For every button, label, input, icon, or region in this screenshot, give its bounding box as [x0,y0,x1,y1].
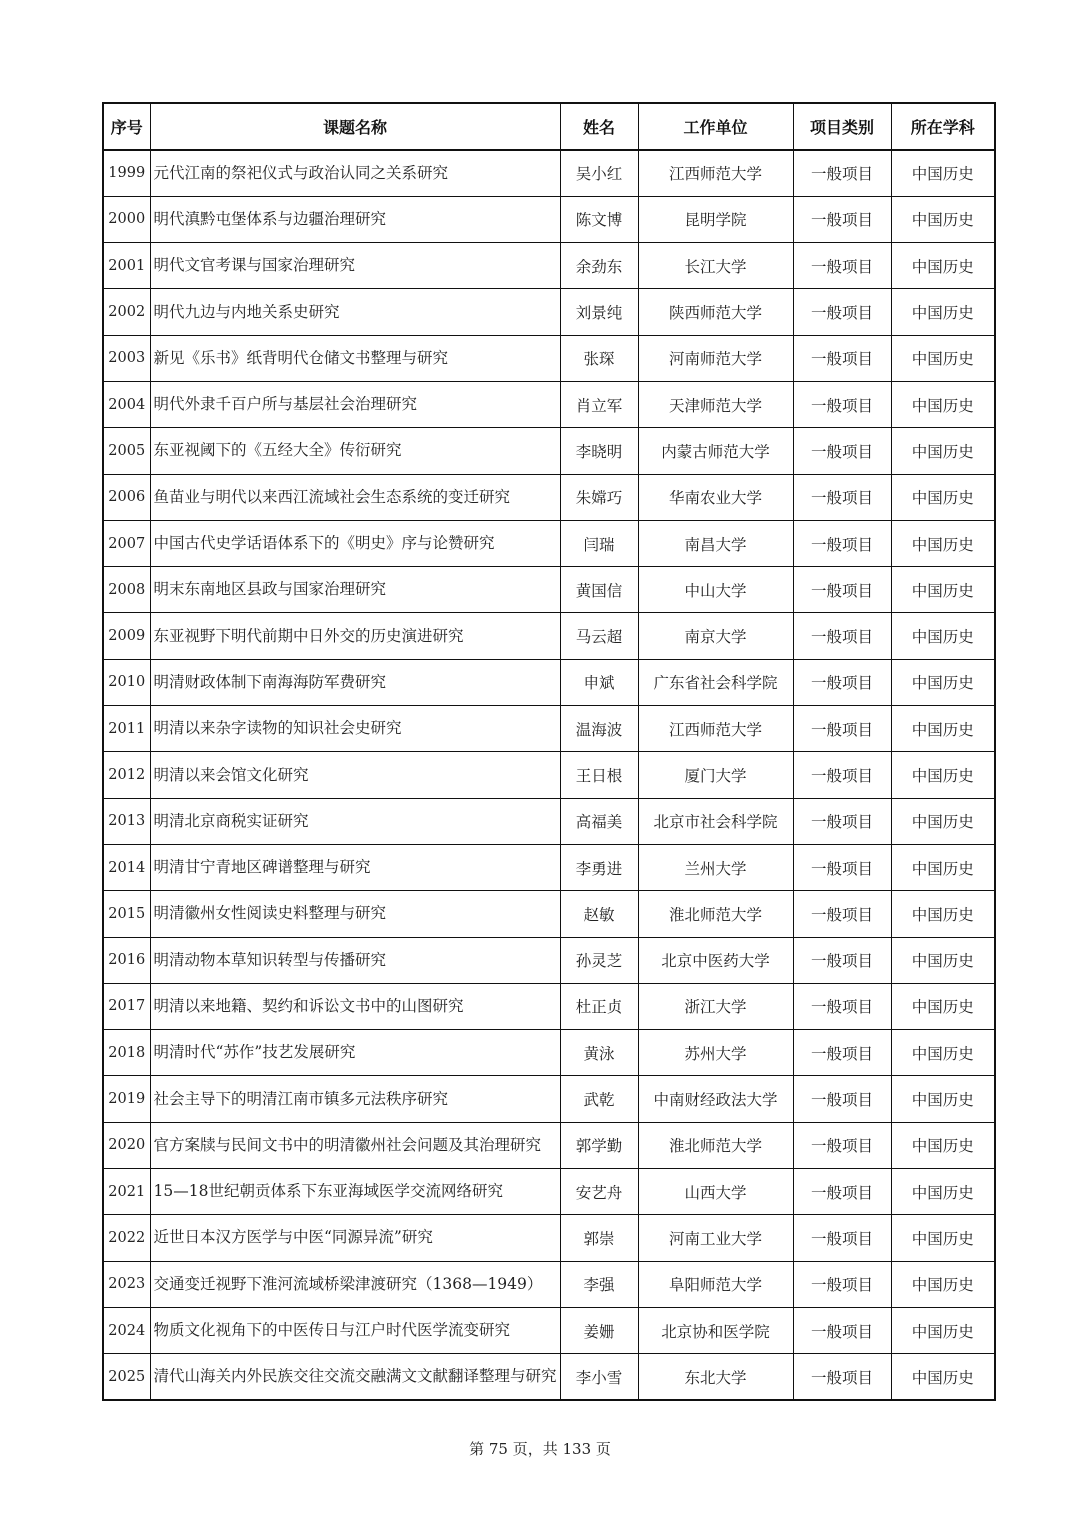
cell-index: 2008 [103,567,150,613]
cell-category: 一般项目 [793,520,891,566]
cell-discipline: 中国历史 [891,150,995,196]
cell-discipline: 中国历史 [891,706,995,752]
cell-title: 明代九边与内地关系史研究 [150,289,560,335]
cell-name: 吴小红 [560,150,638,196]
cell-institution: 河南工业大学 [638,1215,793,1261]
cell-category: 一般项目 [793,1169,891,1215]
cell-discipline: 中国历史 [891,983,995,1029]
cell-title: 明清北京商税实证研究 [150,798,560,844]
cell-index: 2016 [103,937,150,983]
cell-discipline: 中国历史 [891,613,995,659]
cell-name: 黄泳 [560,1030,638,1076]
cell-name: 武乾 [560,1076,638,1122]
cell-name: 高福美 [560,798,638,844]
cell-discipline: 中国历史 [891,1261,995,1307]
table-row [103,474,995,520]
cell-category: 一般项目 [793,474,891,520]
cell-name: 申斌 [560,659,638,705]
cell-discipline: 中国历史 [891,1076,995,1122]
cell-institution: 陕西师范大学 [638,289,793,335]
cell-discipline: 中国历史 [891,1307,995,1353]
table-row [103,196,995,242]
table-row [103,567,995,613]
cell-name: 李强 [560,1261,638,1307]
cell-name: 肖立军 [560,381,638,427]
cell-name: 张琛 [560,335,638,381]
cell-name: 温海波 [560,706,638,752]
cell-index: 1999 [103,150,150,196]
cell-title: 交通变迁视野下淮河流域桥梁津渡研究（1368—1949） [150,1261,560,1307]
cell-index: 2010 [103,659,150,705]
cell-name: 郭崇 [560,1215,638,1261]
cell-discipline: 中国历史 [891,567,995,613]
table-row [103,983,995,1029]
cell-title: 中国古代史学话语体系下的《明史》序与论赞研究 [150,520,560,566]
cell-name: 朱嫦巧 [560,474,638,520]
cell-index: 2006 [103,474,150,520]
cell-discipline: 中国历史 [891,1215,995,1261]
cell-institution: 厦门大学 [638,752,793,798]
table-row [103,428,995,474]
cell-category: 一般项目 [793,752,891,798]
table-row [103,844,995,890]
cell-category: 一般项目 [793,567,891,613]
table-row [103,335,995,381]
cell-institution: 浙江大学 [638,983,793,1029]
table-row [103,798,995,844]
cell-institution: 苏州大学 [638,1030,793,1076]
table-row [103,243,995,289]
cell-discipline: 中国历史 [891,659,995,705]
cell-name: 李勇进 [560,844,638,890]
table-row [103,1261,995,1307]
cell-category: 一般项目 [793,1030,891,1076]
cell-institution: 江西师范大学 [638,706,793,752]
cell-index: 2017 [103,983,150,1029]
table-row [103,1030,995,1076]
cell-category: 一般项目 [793,196,891,242]
cell-discipline: 中国历史 [891,1030,995,1076]
cell-name: 李晓明 [560,428,638,474]
cell-discipline: 中国历史 [891,196,995,242]
cell-institution: 北京中医药大学 [638,937,793,983]
cell-index: 2000 [103,196,150,242]
cell-category: 一般项目 [793,428,891,474]
header-row [103,103,995,150]
table-row [103,891,995,937]
project-table [102,102,996,1401]
cell-discipline: 中国历史 [891,381,995,427]
header-name: 姓名 [560,103,638,150]
cell-index: 2005 [103,428,150,474]
cell-title: 物质文化视角下的中医传日与江户时代医学流变研究 [150,1307,560,1353]
cell-name: 李小雪 [560,1354,638,1400]
cell-category: 一般项目 [793,243,891,289]
cell-index: 2021 [103,1169,150,1215]
cell-institution: 中南财经政法大学 [638,1076,793,1122]
cell-title: 明清时代“苏作”技艺发展研究 [150,1030,560,1076]
cell-title: 15—18世纪朝贡体系下东亚海域医学交流网络研究 [150,1169,560,1215]
cell-name: 杜正贞 [560,983,638,1029]
cell-title: 社会主导下的明清江南市镇多元法秩序研究 [150,1076,560,1122]
cell-name: 孙灵芝 [560,937,638,983]
cell-index: 2024 [103,1307,150,1353]
table-row [103,752,995,798]
cell-index: 2022 [103,1215,150,1261]
table-row [103,706,995,752]
cell-title: 东亚视野下明代前期中日外交的历史演进研究 [150,613,560,659]
cell-institution: 中山大学 [638,567,793,613]
cell-title: 明代文官考课与国家治理研究 [150,243,560,289]
cell-institution: 阜阳师范大学 [638,1261,793,1307]
cell-index: 2013 [103,798,150,844]
cell-title: 明清以来杂字读物的知识社会史研究 [150,706,560,752]
cell-category: 一般项目 [793,891,891,937]
cell-title: 明清甘宁青地区碑谱整理与研究 [150,844,560,890]
cell-institution: 淮北师范大学 [638,1122,793,1168]
cell-institution: 山西大学 [638,1169,793,1215]
cell-institution: 天津师范大学 [638,381,793,427]
cell-title: 明清以来地籍、契约和诉讼文书中的山图研究 [150,983,560,1029]
cell-name: 闫瑞 [560,520,638,566]
table-row [103,1307,995,1353]
cell-name: 姜姗 [560,1307,638,1353]
cell-title: 明代外隶千百户所与基层社会治理研究 [150,381,560,427]
cell-title: 明清动物本草知识转型与传播研究 [150,937,560,983]
cell-index: 2011 [103,706,150,752]
cell-title: 明清财政体制下南海海防军费研究 [150,659,560,705]
cell-name: 王日根 [560,752,638,798]
cell-index: 2012 [103,752,150,798]
cell-discipline: 中国历史 [891,474,995,520]
cell-institution: 广东省社会科学院 [638,659,793,705]
cell-institution: 华南农业大学 [638,474,793,520]
table-body [103,150,995,1400]
cell-name: 郭学勤 [560,1122,638,1168]
cell-index: 2003 [103,335,150,381]
table-row [103,1215,995,1261]
cell-category: 一般项目 [793,1354,891,1400]
cell-discipline: 中国历史 [891,798,995,844]
cell-index: 2019 [103,1076,150,1122]
cell-title: 明清以来会馆文化研究 [150,752,560,798]
cell-index: 2009 [103,613,150,659]
cell-name: 马云超 [560,613,638,659]
cell-discipline: 中国历史 [891,1122,995,1168]
header-institution: 工作单位 [638,103,793,150]
cell-name: 赵敏 [560,891,638,937]
cell-category: 一般项目 [793,613,891,659]
cell-category: 一般项目 [793,798,891,844]
cell-institution: 东北大学 [638,1354,793,1400]
table-row [103,1122,995,1168]
cell-institution: 北京市社会科学院 [638,798,793,844]
page-number: 第 75 页，共 133 页 [469,1440,611,1458]
cell-category: 一般项目 [793,983,891,1029]
cell-index: 2020 [103,1122,150,1168]
cell-institution: 南京大学 [638,613,793,659]
cell-index: 2014 [103,844,150,890]
cell-category: 一般项目 [793,335,891,381]
cell-title: 近世日本汉方医学与中医“同源异流”研究 [150,1215,560,1261]
cell-institution: 北京协和医学院 [638,1307,793,1353]
cell-index: 2004 [103,381,150,427]
header-index: 序号 [103,103,150,150]
cell-institution: 淮北师范大学 [638,891,793,937]
cell-discipline: 中国历史 [891,289,995,335]
cell-institution: 兰州大学 [638,844,793,890]
table-row [103,659,995,705]
cell-discipline: 中国历史 [891,844,995,890]
table-row [103,150,995,196]
table-row [103,1169,995,1215]
cell-category: 一般项目 [793,937,891,983]
table-row [103,289,995,335]
cell-title: 明清徽州女性阅读史料整理与研究 [150,891,560,937]
header-discipline: 所在学科 [891,103,995,150]
cell-title: 明代滇黔屯堡体系与边疆治理研究 [150,196,560,242]
cell-index: 2007 [103,520,150,566]
cell-title: 清代山海关内外民族交往交流交融满文文献翻译整理与研究 [150,1354,560,1400]
cell-index: 2023 [103,1261,150,1307]
table-row [103,937,995,983]
cell-index: 2025 [103,1354,150,1400]
cell-discipline: 中国历史 [891,891,995,937]
cell-institution: 长江大学 [638,243,793,289]
cell-title: 明末东南地区县政与国家治理研究 [150,567,560,613]
cell-institution: 江西师范大学 [638,150,793,196]
cell-discipline: 中国历史 [891,937,995,983]
cell-name: 刘景纯 [560,289,638,335]
cell-title: 鱼苗业与明代以来西江流域社会生态系统的变迁研究 [150,474,560,520]
cell-index: 2002 [103,289,150,335]
cell-name: 陈文博 [560,196,638,242]
table-row [103,1076,995,1122]
cell-discipline: 中国历史 [891,752,995,798]
header-title: 课题名称 [150,103,560,150]
cell-discipline: 中国历史 [891,520,995,566]
cell-category: 一般项目 [793,844,891,890]
cell-discipline: 中国历史 [891,1354,995,1400]
cell-discipline: 中国历史 [891,335,995,381]
cell-category: 一般项目 [793,381,891,427]
table-row [103,520,995,566]
cell-institution: 河南师范大学 [638,335,793,381]
header-category: 项目类别 [793,103,891,150]
cell-index: 2018 [103,1030,150,1076]
cell-category: 一般项目 [793,1076,891,1122]
cell-name: 余劲东 [560,243,638,289]
cell-name: 安艺舟 [560,1169,638,1215]
cell-institution: 内蒙古师范大学 [638,428,793,474]
cell-title: 东亚视阈下的《五经大全》传衍研究 [150,428,560,474]
cell-discipline: 中国历史 [891,428,995,474]
cell-title: 元代江南的祭祀仪式与政治认同之关系研究 [150,150,560,196]
cell-index: 2001 [103,243,150,289]
cell-discipline: 中国历史 [891,243,995,289]
cell-institution: 南昌大学 [638,520,793,566]
cell-institution: 昆明学院 [638,196,793,242]
cell-category: 一般项目 [793,1261,891,1307]
table-row [103,613,995,659]
cell-title: 官方案牍与民间文书中的明清徽州社会问题及其治理研究 [150,1122,560,1168]
cell-category: 一般项目 [793,1215,891,1261]
cell-category: 一般项目 [793,1122,891,1168]
cell-category: 一般项目 [793,289,891,335]
cell-category: 一般项目 [793,150,891,196]
cell-discipline: 中国历史 [891,1169,995,1215]
cell-category: 一般项目 [793,1307,891,1353]
table-row [103,381,995,427]
cell-name: 黄国信 [560,567,638,613]
cell-category: 一般项目 [793,706,891,752]
cell-category: 一般项目 [793,659,891,705]
cell-index: 2015 [103,891,150,937]
cell-title: 新见《乐书》纸背明代仓储文书整理与研究 [150,335,560,381]
table-row [103,1354,995,1400]
